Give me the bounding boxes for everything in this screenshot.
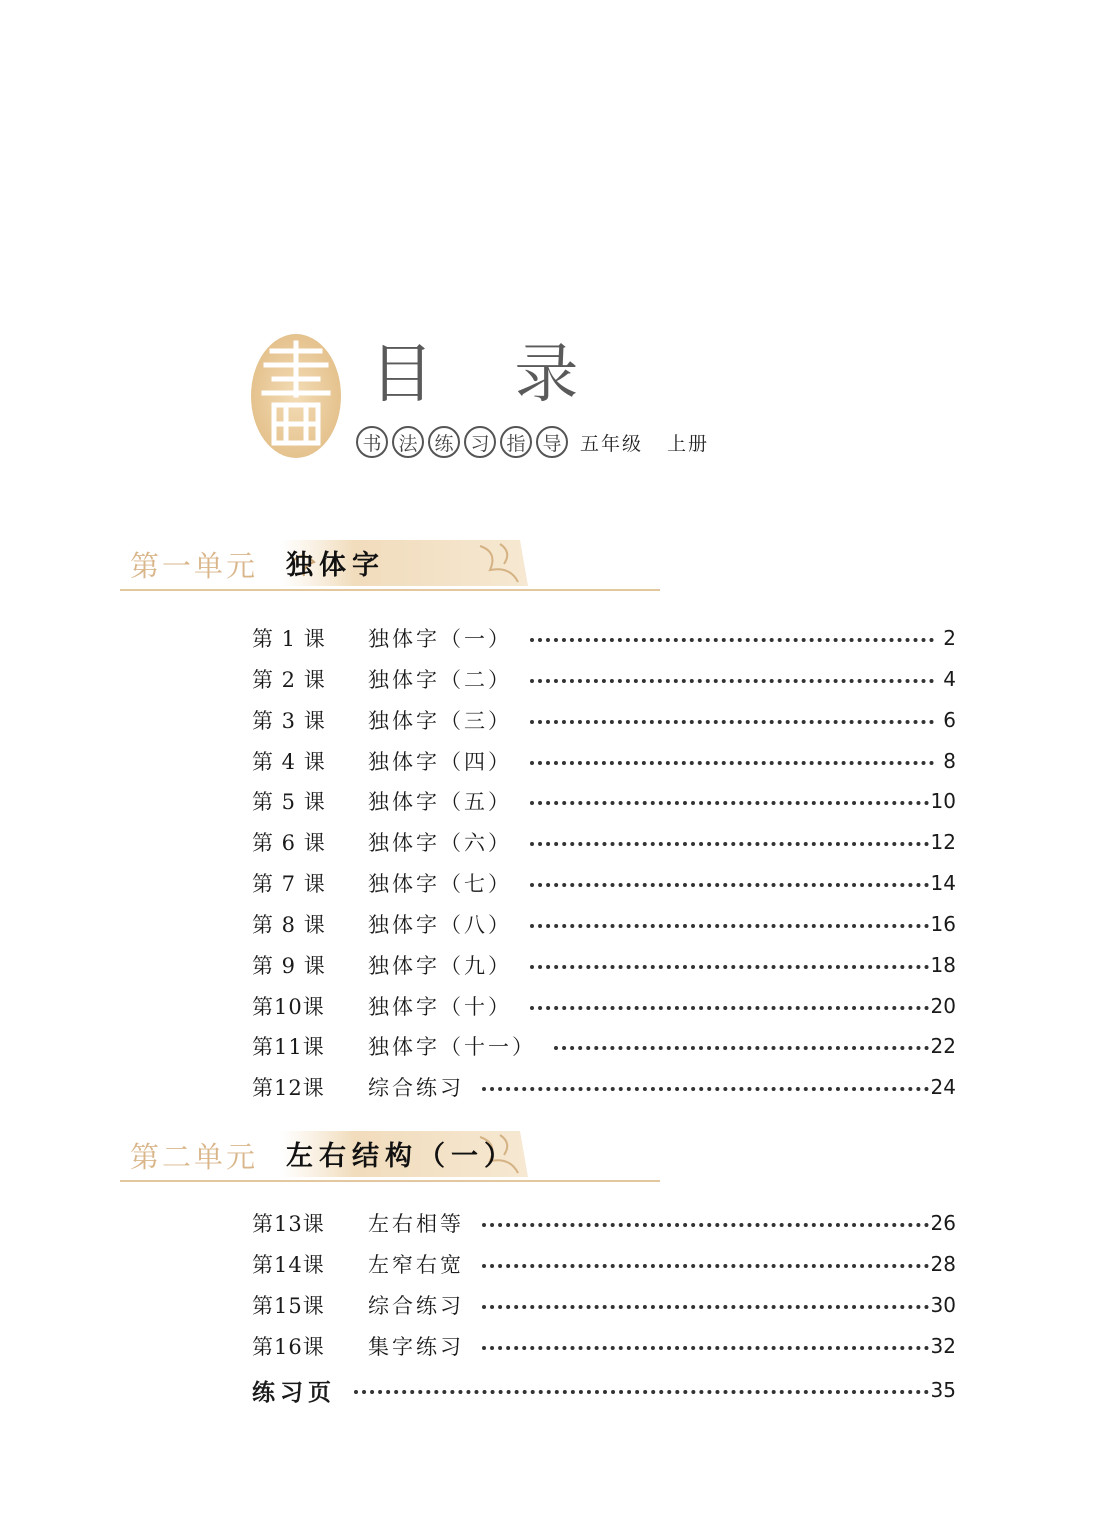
page-number: 20 <box>930 994 956 1018</box>
subtitle-char: 导 <box>536 426 568 458</box>
subtitle-char: 指 <box>500 426 532 458</box>
lesson-number: 第 2 课 <box>252 668 326 692</box>
unit-banner-1 <box>120 536 680 596</box>
lesson-name: 独体字（九） <box>368 954 512 978</box>
toc-entry[interactable] <box>252 1288 956 1322</box>
lesson-number: 第 3 课 <box>252 709 326 733</box>
lesson-number: 第 7 课 <box>252 872 326 896</box>
page-number: 14 <box>930 871 956 895</box>
lesson-name: 独体字（一） <box>368 627 512 651</box>
dot-leader <box>482 1264 929 1268</box>
dot-leader <box>530 842 929 846</box>
subtitle-char: 法 <box>392 426 424 458</box>
dot-leader <box>482 1305 929 1309</box>
lesson-number: 第13课 <box>252 1212 325 1236</box>
dot-leader <box>530 679 934 683</box>
unit-name: 左右结构（一） <box>286 1141 517 1172</box>
page-number: 6 <box>943 708 956 732</box>
toc-entry[interactable] <box>252 1029 956 1063</box>
lesson-name: 独体字（四） <box>368 750 512 774</box>
lesson-name: 独体字（三） <box>368 709 512 733</box>
lesson-name: 左右相等 <box>368 1212 464 1236</box>
dot-leader <box>482 1223 929 1227</box>
toc-entry[interactable] <box>252 1070 956 1104</box>
lesson-name: 左窄右宽 <box>368 1253 464 1277</box>
page-number: 28 <box>930 1252 956 1276</box>
seal-logo <box>250 333 342 459</box>
dot-leader <box>554 1046 929 1050</box>
toc-entry[interactable] <box>252 703 956 737</box>
page-number: 12 <box>930 830 956 854</box>
lesson-number: 第14课 <box>252 1253 325 1277</box>
dot-leader <box>530 638 934 642</box>
lesson-name: 综合练习 <box>368 1076 464 1100</box>
lesson-number: 第11课 <box>252 1035 325 1059</box>
page-number: 4 <box>943 667 956 691</box>
toc-entry[interactable] <box>252 1247 956 1281</box>
lesson-number: 第16课 <box>252 1335 325 1359</box>
lesson-name: 独体字（八） <box>368 913 512 937</box>
toc-entry[interactable] <box>252 948 956 982</box>
toc-entry[interactable] <box>252 621 956 655</box>
dot-leader <box>530 801 929 805</box>
lesson-name: 独体字（七） <box>368 872 512 896</box>
toc-entry[interactable] <box>252 989 956 1023</box>
lesson-name: 独体字（二） <box>368 668 512 692</box>
toc-entry[interactable] <box>252 866 956 900</box>
dot-leader <box>530 924 929 928</box>
lesson-name: 独体字（五） <box>368 790 512 814</box>
page-number: 16 <box>930 912 956 936</box>
grade-label: 五年级 <box>580 432 644 455</box>
dot-leader <box>530 1006 929 1010</box>
page-number: 10 <box>930 789 956 813</box>
page-number: 35 <box>930 1378 956 1402</box>
toc-entry[interactable] <box>252 744 956 778</box>
lesson-name: 独体字（十） <box>368 995 512 1019</box>
lesson-number: 第15课 <box>252 1294 325 1318</box>
page-number: 30 <box>930 1293 956 1317</box>
volume-label: 上册 <box>667 432 710 455</box>
toc-entry[interactable] <box>252 825 956 859</box>
lesson-name: 独体字（六） <box>368 831 512 855</box>
lesson-name: 独体字（十一） <box>368 1035 536 1059</box>
page-number: 22 <box>930 1034 956 1058</box>
dot-leader <box>530 720 934 724</box>
lesson-number: 第 6 课 <box>252 831 326 855</box>
toc-entry[interactable] <box>252 662 956 696</box>
page-title: 目 录 <box>370 338 609 412</box>
subtitle-char: 习 <box>464 426 496 458</box>
toc-entry[interactable] <box>252 907 956 941</box>
unit-banner-2 <box>120 1127 680 1187</box>
lesson-name: 集字练习 <box>368 1335 464 1359</box>
page-number: 26 <box>930 1211 956 1235</box>
lesson-number: 第 4 课 <box>252 750 326 774</box>
unit-label: 第一单元 <box>130 549 259 583</box>
lesson-number: 第10课 <box>252 995 325 1019</box>
page-number: 2 <box>943 626 956 650</box>
page-number: 32 <box>930 1334 956 1358</box>
book-subtitle <box>356 424 709 460</box>
dot-leader <box>482 1346 929 1350</box>
dot-leader <box>530 883 929 887</box>
toc-entry[interactable] <box>252 1206 956 1240</box>
toc-entry-practice[interactable] <box>252 1373 956 1407</box>
dot-leader <box>530 965 929 969</box>
lesson-number: 第 9 课 <box>252 954 326 978</box>
toc-entry[interactable] <box>252 784 956 818</box>
lesson-number: 第 5 课 <box>252 790 326 814</box>
subtitle-char: 书 <box>356 426 388 458</box>
dot-leader <box>482 1087 929 1091</box>
lesson-name: 综合练习 <box>368 1294 464 1318</box>
dot-leader <box>354 1390 929 1394</box>
page-number: 8 <box>943 749 956 773</box>
page-number: 18 <box>930 953 956 977</box>
lesson-number: 第12课 <box>252 1076 325 1100</box>
unit-label: 第二单元 <box>130 1140 259 1174</box>
toc-entry[interactable] <box>252 1329 956 1363</box>
page-number: 24 <box>930 1075 956 1099</box>
unit-name: 独体字 <box>286 550 385 581</box>
lesson-number: 第 8 课 <box>252 913 326 937</box>
practice-page-label: 练习页 <box>252 1378 336 1406</box>
subtitle-char: 练 <box>428 426 460 458</box>
dot-leader <box>530 761 934 765</box>
lesson-number: 第 1 课 <box>252 627 326 651</box>
